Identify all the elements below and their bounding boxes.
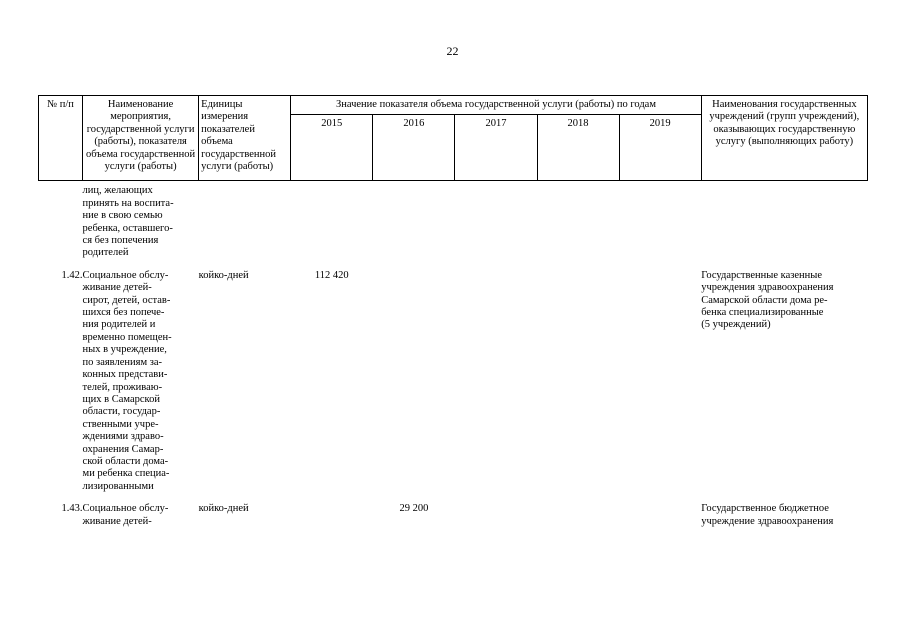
row-value-2015: 112 420 [314, 269, 349, 281]
row-value-2019 [619, 493, 701, 528]
row-number [39, 181, 83, 260]
header-name: Наименование мероприятия, государственной услуги (работы), показателя объема государственной услуги (работы) [83, 96, 199, 181]
header-year-2016: 2016 [373, 115, 455, 181]
table-row [39, 260, 868, 493]
header-num: № п/п [39, 96, 83, 181]
row-value-2018 [537, 181, 619, 260]
row-unit: койко-дней [198, 269, 249, 281]
row-value-2017 [455, 493, 537, 528]
header-values: Значение показателя объема государственной услуги (работы) по годам [291, 96, 701, 115]
row-value-2015 [291, 181, 373, 260]
header-unit: Единицы измерения показателей объема государственной услуги (работы) [199, 96, 291, 181]
row-value-2017 [455, 181, 537, 260]
row-name: Социальное обслу- живание детей- [82, 503, 169, 527]
header-year-2019: 2019 [619, 115, 701, 181]
row-value-2018 [537, 260, 619, 493]
page-number: 22 [446, 44, 459, 58]
table-row [39, 181, 868, 260]
row-name: Социальное обслу- живание детей- сирот, детей, остав- шихся без попече- ния родителей и временно помещен- ных в учреждение, по заявлениям за- конных представи- телей, проживаю- щих в Самарской области, государ- ственными учре- ждениями здраво- охранения Самар- ской области дома- ми ребенка специа- лизированными [82, 269, 172, 492]
row-institutions: Государственные казенные учреждения здравоохранения Самарской области дома ре- бенка специализированные (5 учреждений) [701, 269, 834, 331]
row-value-2019 [619, 181, 701, 260]
row-unit: койко-дней [198, 503, 249, 515]
row-number: 1.42. [61, 269, 83, 281]
row-institutions: Государственное бюджетное учреждение здравоохранения [701, 503, 834, 527]
header-year-2015: 2015 [291, 115, 373, 181]
row-value-2019 [619, 260, 701, 493]
row-value-2017 [455, 260, 537, 493]
row-value-2015 [291, 493, 373, 528]
row-number: 1.43. [61, 503, 83, 515]
row-institutions [701, 181, 867, 260]
row-value-2016: 29 200 [399, 503, 429, 515]
table-row [39, 493, 868, 528]
header-institutions: Наименования государственных учреждений (групп учреждений), оказывающих государственную услугу (выполняющих работу) [701, 96, 867, 181]
row-value-2018 [537, 493, 619, 528]
row-unit [199, 181, 291, 260]
row-value-2016 [373, 260, 455, 493]
row-name: лиц, желающих принять на воспита- ние в свою семью ребенка, оставшего- ся без попечения родителей [82, 185, 174, 259]
row-value-2016 [373, 181, 455, 260]
header-year-2018: 2018 [537, 115, 619, 181]
header-year-2017: 2017 [455, 115, 537, 181]
indicators-table [38, 95, 868, 528]
